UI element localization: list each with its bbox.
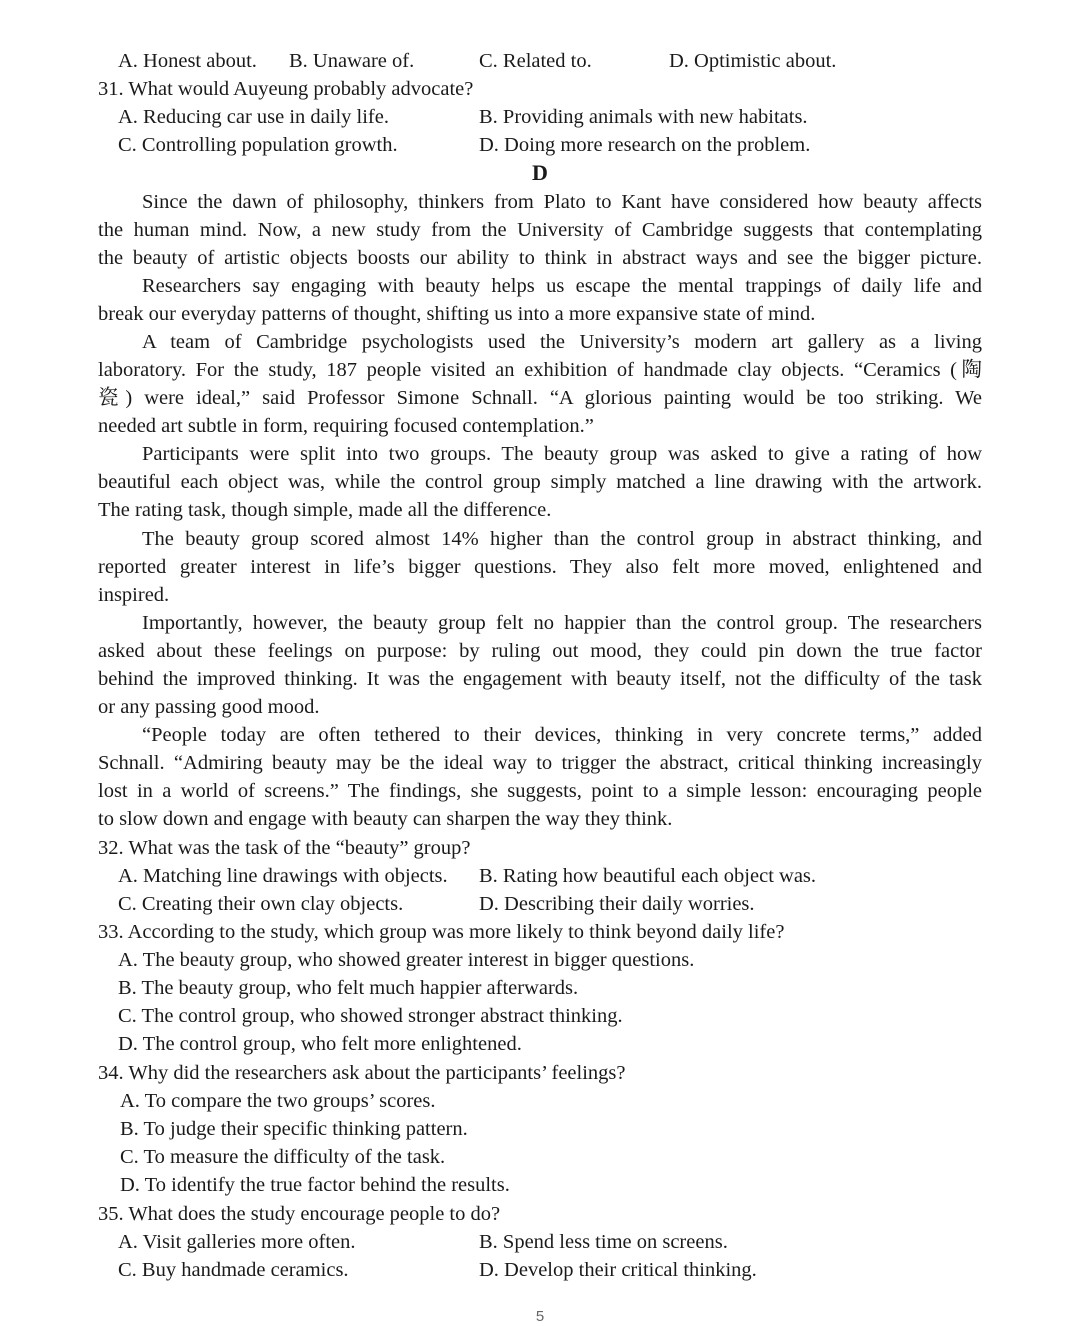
passage-line: The beauty group scored almost 14% higher than the control group in abstract thinking, and — [142, 528, 982, 550]
q32-option-d: D. Describing their daily worries. — [479, 893, 755, 915]
q33-option-d: D. The control group, who felt more enlightened. — [118, 1033, 522, 1055]
passage-line: laboratory. For the study, 187 people visited an exhibition of handmade clay objects. “Ceramics (陶 — [98, 359, 982, 381]
page-number: 5 — [535, 1308, 545, 1325]
passage-heading: D — [532, 160, 548, 185]
passage-line: the beauty of artistic objects boosts our ability to think in abstract ways and see the bigger picture. — [98, 247, 982, 269]
q34-option-d: D. To identify the true factor behind the results. — [120, 1174, 510, 1196]
passage-line: The rating task, though simple, made all the difference. — [98, 499, 552, 521]
passage-line: or any passing good mood. — [98, 696, 320, 718]
q31-option-c: C. Controlling population growth. — [118, 134, 398, 156]
question-34-stem: 34. Why did the researchers ask about the participants’ feelings? — [98, 1062, 626, 1084]
passage-line: reported greater interest in life’s bigger questions. They also felt more moved, enlightened and — [98, 556, 982, 578]
q33-option-a: A. The beauty group, who showed greater interest in bigger questions. — [118, 949, 695, 971]
question-32-stem: 32. What was the task of the “beauty” group? — [98, 837, 471, 859]
passage-line: the human mind. Now, a new study from the University of Cambridge suggests that contemplating — [98, 219, 982, 241]
prev-option-c: C. Related to. — [479, 50, 592, 72]
passage-line: inspired. — [98, 584, 170, 606]
q34-option-c: C. To measure the difficulty of the task. — [120, 1146, 446, 1168]
q34-option-a: A. To compare the two groups’ scores. — [120, 1090, 436, 1112]
question-31-stem: 31. What would Auyeung probably advocate? — [98, 78, 474, 100]
prev-option-d: D. Optimistic about. — [669, 50, 837, 72]
q33-option-b: B. The beauty group, who felt much happier afterwards. — [118, 977, 579, 999]
passage-line: break our everyday patterns of thought, shifting us into a more expansive state of mind. — [98, 303, 816, 325]
passage-line: Researchers say engaging with beauty helps us escape the mental trappings of daily life and — [142, 275, 982, 297]
q32-option-c: C. Creating their own clay objects. — [118, 893, 404, 915]
q35-option-c: C. Buy handmade ceramics. — [118, 1259, 349, 1281]
q32-option-a: A. Matching line drawings with objects. — [118, 865, 448, 887]
passage-line: A team of Cambridge psychologists used the University’s modern art gallery as a living — [142, 331, 982, 353]
q35-option-a: A. Visit galleries more often. — [118, 1231, 356, 1253]
q33-option-c: C. The control group, who showed stronger abstract thinking. — [118, 1005, 623, 1027]
q31-option-d: D. Doing more research on the problem. — [479, 134, 811, 156]
q31-option-a: A. Reducing car use in daily life. — [118, 106, 389, 128]
passage-line: needed art subtle in form, requiring focused contemplation.” — [98, 415, 594, 437]
passage-line: Importantly, however, the beauty group felt no happier than the control group. The researchers — [142, 612, 982, 634]
question-35-stem: 35. What does the study encourage people to do? — [98, 1203, 501, 1225]
passage-line: lost in a world of screens.” The findings, she suggests, point to a simple lesson: encouraging people — [98, 780, 982, 802]
q35-option-b: B. Spend less time on screens. — [479, 1231, 728, 1253]
passage-line: to slow down and engage with beauty can sharpen the way they think. — [98, 808, 673, 830]
passage-line: 瓷) were ideal,” said Professor Simone Schnall. “A glorious painting would be too striking. We — [98, 387, 982, 409]
passage-line: beautiful each object was, while the control group simply matched a line drawing with the artwork. — [98, 471, 982, 493]
passage-line: Participants were split into two groups. The beauty group was asked to give a rating of how — [142, 443, 982, 465]
passage-line: behind the improved thinking. It was the engagement with beauty itself, not the difficulty of the task — [98, 668, 982, 690]
q35-option-d: D. Develop their critical thinking. — [479, 1259, 757, 1281]
q32-option-b: B. Rating how beautiful each object was. — [479, 865, 817, 887]
q34-option-b: B. To judge their specific thinking pattern. — [120, 1118, 468, 1140]
prev-option-a: A. Honest about. — [118, 50, 257, 72]
passage-line: Since the dawn of philosophy, thinkers from Plato to Kant have considered how beauty affects — [142, 191, 982, 213]
passage-line: asked about these feelings on purpose: by ruling out mood, they could pin down the true factor — [98, 640, 982, 662]
passage-line: Schnall. “Admiring beauty may be the ideal way to trigger the abstract, critical thinking increasingly — [98, 752, 982, 774]
q31-option-b: B. Providing animals with new habitats. — [479, 106, 808, 128]
passage-line: “People today are often tethered to their devices, thinking in very concrete terms,” added — [142, 724, 982, 746]
prev-option-b: B. Unaware of. — [289, 50, 415, 72]
question-33-stem: 33. According to the study, which group was more likely to think beyond daily life? — [98, 921, 785, 943]
